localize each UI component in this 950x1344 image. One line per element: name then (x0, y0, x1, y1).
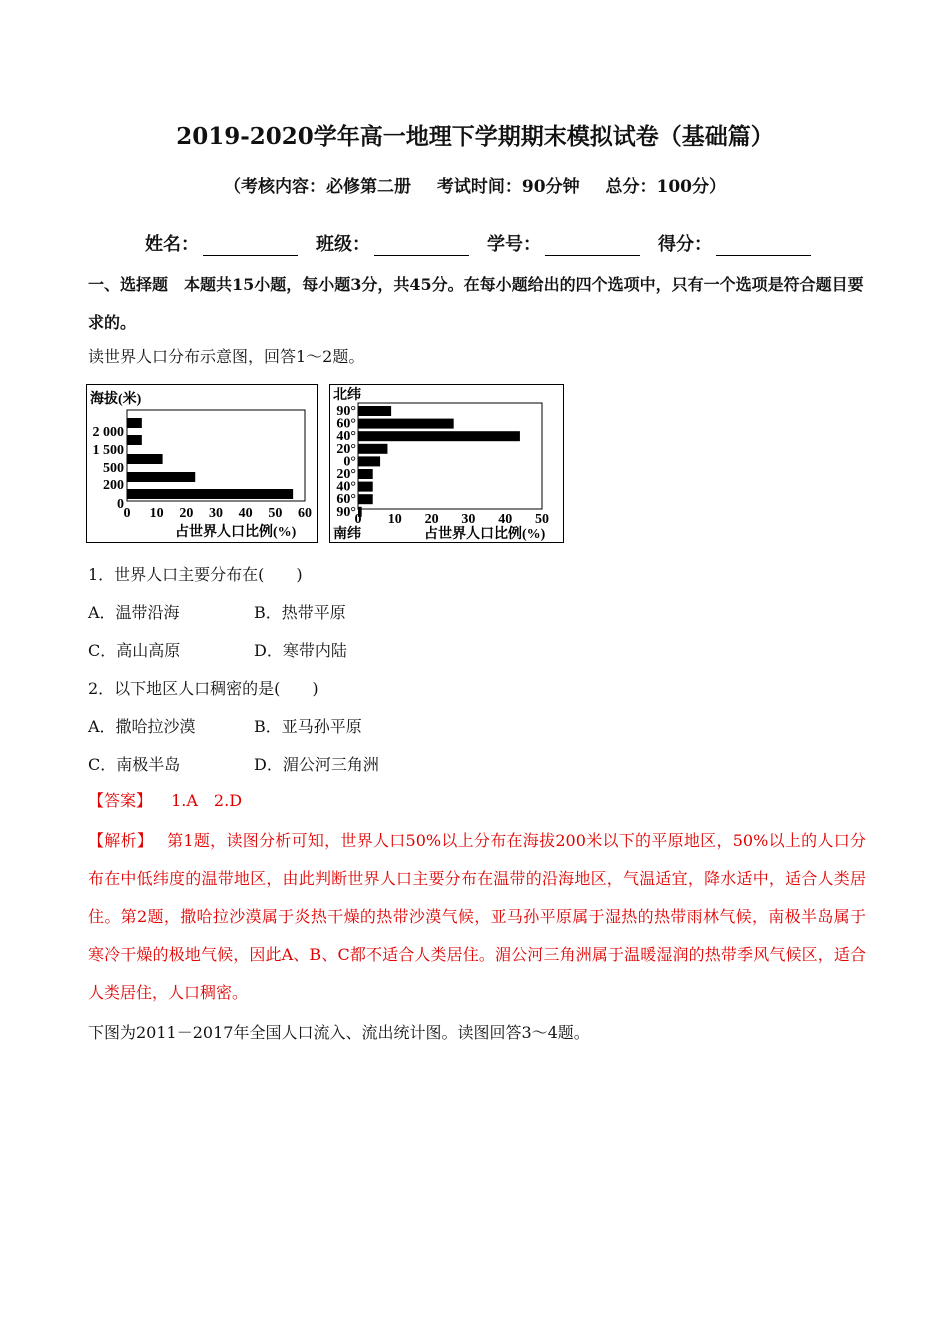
q2-option-c[interactable]: C．南极半岛 (88, 755, 181, 774)
chart2-x-tick-label: 10 (387, 512, 402, 527)
class-label: 班级： (316, 234, 370, 255)
chart1-y-tick-label: 200 (103, 478, 124, 493)
class-field (316, 230, 469, 256)
chart1-bar (127, 418, 142, 428)
chart2-bar (358, 444, 387, 454)
subtitle-total: 总分：100分） (605, 177, 726, 197)
q1-option-c[interactable]: C．高山高原 (88, 641, 181, 660)
chart2-y-tick-label: 40° (336, 479, 356, 495)
chart2-bar (358, 482, 373, 492)
subtitle-time: 考试时间：90分钟 (436, 177, 580, 197)
chart1-x-tick-label: 40 (238, 506, 253, 521)
chart1-bar (127, 472, 195, 482)
chart2-bar (358, 494, 373, 504)
altitude-chart-svg (87, 385, 317, 542)
chart1-x-tick-label: 0 (123, 506, 131, 521)
latitude-chart-svg (330, 385, 563, 542)
explanation-label: 【解析】 (88, 831, 154, 850)
exam-subtitle (0, 172, 950, 197)
chart1-bar (127, 489, 293, 499)
chart1-y-tick-label: 1 500 (92, 443, 124, 458)
latitude-chart (329, 384, 564, 543)
chart2-xlabel: 占世界人口比例(%) (424, 527, 546, 542)
q1-option-d[interactable]: D．寒带内陆 (254, 641, 347, 660)
chart2-x-tick-label: 40 (498, 512, 513, 527)
id-label: 学号： (487, 234, 541, 255)
chart2-x-tick-label: 30 (461, 512, 476, 527)
q2-option-b[interactable]: B．亚马孙平原 (254, 717, 362, 736)
q2-option-d[interactable]: D．湄公河三角洲 (254, 755, 379, 774)
question-1-stem: 1．世界人口主要分布在( ) (88, 565, 303, 584)
q1-option-a[interactable]: A．温带沿海 (88, 603, 180, 622)
chart2-ylabel-south: 南纬 (333, 527, 361, 542)
score-label: 得分： (658, 234, 712, 255)
chart1-y-tick-label: 0 (117, 497, 124, 512)
chart2-y-tick-label: 20° (336, 467, 356, 482)
chart1-x-tick-label: 20 (179, 506, 194, 521)
chart2-x-tick-label: 20 (424, 512, 439, 527)
chart2-y-tick-label: 40° (336, 429, 356, 445)
chart1-y-tick-label: 2 000 (92, 425, 124, 440)
score-field (658, 230, 811, 256)
student-info-row (145, 230, 811, 256)
answer-line (88, 788, 242, 811)
name-field (145, 230, 298, 256)
chart2-y-tick-label: 60° (336, 416, 356, 432)
chart2-bar (358, 406, 391, 416)
q2-option-a[interactable]: A．撒哈拉沙漠 (88, 717, 196, 736)
explanation-block (88, 822, 866, 1012)
chart2-x-tick-label: 50 (535, 512, 549, 527)
chart2-bar (358, 469, 373, 479)
chart1-xlabel: 占世界人口比例(%) (175, 525, 297, 540)
id-field (487, 230, 640, 256)
subtitle-content: （考核内容：必修第二册 (223, 177, 411, 197)
chart2-bar (358, 431, 520, 441)
chart2-y-tick-label: 20° (336, 441, 356, 457)
chart1-bar (127, 454, 163, 464)
answer-label: 【答案】 (88, 791, 153, 810)
name-blank[interactable] (203, 235, 298, 256)
class-blank[interactable] (374, 235, 469, 256)
chart2-y-tick-label: 60° (336, 492, 356, 508)
intro-text-1: 读世界人口分布示意图，回答1～2题。 (88, 347, 365, 366)
altitude-chart (86, 384, 318, 543)
score-blank[interactable] (716, 235, 811, 256)
chart1-x-tick-label: 50 (268, 506, 283, 521)
q1-option-b[interactable]: B．热带平原 (254, 603, 346, 622)
chart1-x-tick-label: 10 (149, 506, 164, 521)
chart2-bar (358, 456, 380, 466)
page-title: 2019-2020学年高一地理下学期期末模拟试卷（基础篇） (176, 123, 774, 150)
intro-text-2: 下图为2011－2017年全国人口流入、流出统计图。读图回答3～4题。 (88, 1023, 590, 1042)
chart2-y-tick-label: 90° (336, 504, 356, 520)
question-2-stem: 2．以下地区人口稠密的是( ) (88, 679, 319, 698)
chart1-x-tick-label: 60 (298, 506, 312, 521)
chart2-y-tick-label: 90° (336, 404, 356, 419)
chart1-ylabel: 海拔(米) (90, 392, 142, 407)
section-heading: 一、选择题 本题共15小题，每小题3分，共45分。在每小题给出的四个选项中，只有一个选项是符合题目要求的。 (88, 275, 864, 332)
id-blank[interactable] (545, 235, 640, 256)
name-label: 姓名： (145, 234, 199, 255)
answer-text: 1.A 2.D (171, 791, 243, 810)
chart1-x-tick-label: 30 (209, 506, 223, 521)
chart1-y-tick-label: 500 (103, 461, 124, 476)
chart2-y-tick-label: 0° (343, 454, 356, 470)
chart2-bar (358, 419, 454, 429)
chart2-ylabel-north: 北纬 (333, 388, 361, 403)
explanation-text: 第1题，读图分析可知，世界人口50%以上分布在海拔200米以下的平原地区，50%以上的人口分布在中低纬度的温带地区，由此判断世界人口主要分布在温带的沿海地区，气温适宜，降水适中，适合人类居住。第2题，撒哈拉沙漠属于炎热干燥的热带沙漠气候，亚马孙平原属于湿热的热带雨林气候，南极半岛属于寒冷干燥的极地气候，因此A、B、C都不适合人类居住。湄公河三角洲属于温暖湿润的热带季风气候区，适合人类居住，人口稠密。 (88, 831, 866, 1002)
chart2-x-tick-label: 0 (354, 512, 362, 527)
chart1-bar (127, 435, 142, 445)
